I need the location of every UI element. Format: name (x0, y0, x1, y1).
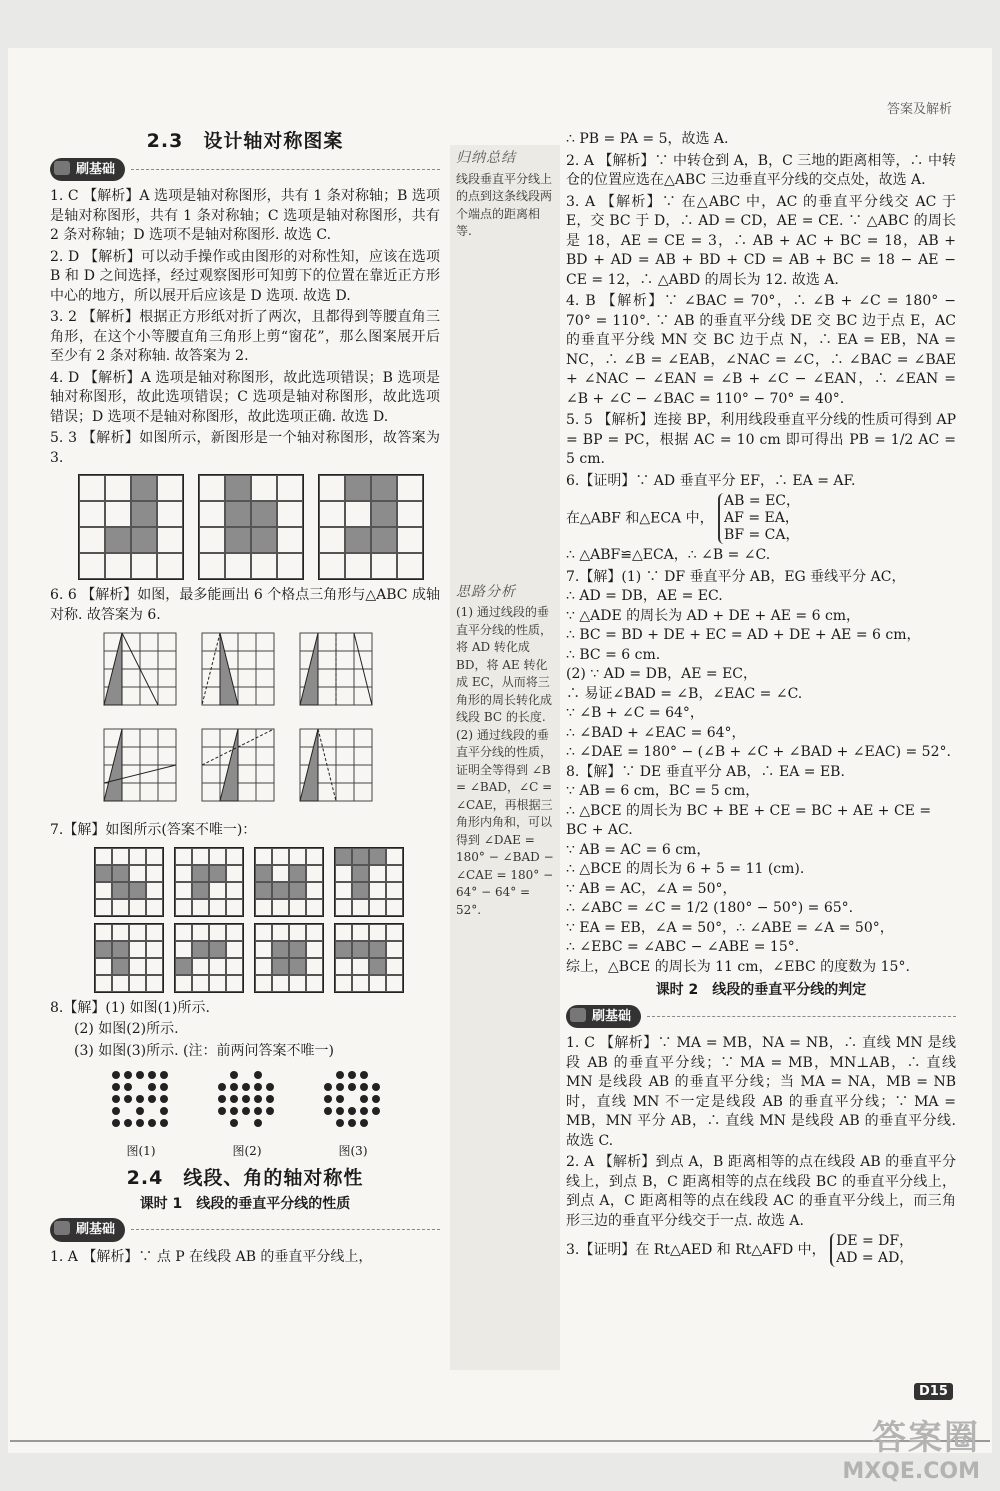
answer-item: 1. C 【解析】A 选项是轴对称图形，共有 1 条对称轴；B 选项是轴对称图形，共有 1 条对称轴；C 选项是轴对称图形，共有 2 条对称轴；D 选项不是轴对称图形. 故选 C. (50, 188, 440, 243)
grid-figure (94, 923, 164, 993)
answer-item: 2. D 【解析】可以动手操作或由图形的对称性知，应该在选项 B 和 D 之间选择，经过观察图形可知剪下的位置在靠近正方形中心的地方，所以展开后应该是 D 选项. 故选 D. (50, 248, 440, 304)
triangle-figures-row2 (100, 725, 440, 817)
answer-item: 1. C 【解析】∵ MA = MB，NA = NB，∴ 直线 MN 是线段 AB 的垂直平分线；∵ MA = MB，MN⊥AB，∴ 直线 MN 是线段 AB 的垂直平分线；当 MA = NA，MB = NB 时，直线 MN 不一定是线段 AB 的垂直平分线；∵ MA = MB，MN 平分 AB，∴ 直线 MN 是线段 AB 的垂直平分线. 故选 C. (566, 1035, 956, 1149)
answer-item: 3. A 【解析】∵ 在△ABC 中，AC 的垂直平分线交 AC 于 E，交 BC 于 D，∴ AD = CD，AE = CE. ∵ △ABC 的周长是 18，AE = CE = 3，∴ AB + AC + BC = 18，AB + BD + AD = AB + BD + CD = AB + BC = 18 − AE − CE = 12，∴ △ABD 的周长为 12. 故选 A. (566, 193, 956, 288)
grid-figure (78, 474, 184, 580)
dot-figure: 图(3) (320, 1067, 386, 1161)
page-number: D15 (914, 1383, 953, 1400)
answer-line: ∴ BC = BD + DE + EC = AD + DE + AE = 6 cm， (566, 627, 921, 643)
grid-figures-q7-row2 (94, 923, 440, 993)
triangle-figures-row1 (100, 629, 440, 721)
answer-item: 5. 5 【解析】连接 BP，利用线段垂直平分线的性质可得到 AP = BP = PC，根据 AC = 10 cm 即可得出 PB = 1/2 AC = 5 cm. (566, 412, 956, 467)
answer-item: 3. 2 【解析】根据正方形纸对折了两次，且都得到等腰直角三角形，在这个小等腰直角三角形上剪“窗花”，那么图案展开后至少有 2 条对称轴. 故答案为 2. (50, 309, 440, 364)
note-title: 归纳总结 (456, 150, 516, 166)
watermark-logo: 答案圈 MXQE.COM (842, 1418, 980, 1484)
answer-item: 2. A 【解析】到点 A，B 距离相等的点在线段 AB 的垂直平分线上，到点 B，C 距离相等的点在线段 BC 的垂直平分线上，到点 A，C 距离相等的点在线段 AC 的垂直平分线上，而三角形三边的垂直平分线交于一点. 故选 A. (566, 1154, 956, 1229)
answer-item: 7.【解】如图所示(答案不唯一)： (50, 822, 257, 838)
answer-line: 综上，△BCE 的周长为 11 cm，∠EBC 的度数为 15°. (566, 958, 910, 975)
answer-item: 8.【解】(1) 如图(1)所示. (50, 999, 210, 1016)
answer-item: 6. 6 【解析】如图，最多能画出 6 个格点三角形与△ABC 成轴对称. 故答案为 6. (50, 587, 440, 623)
answer-item: 2. A 【解析】∵ 中转仓到 A，B，C 三地的距离相等，∴ 中转仓的位置应选在△ABC 三边垂直平分线的交点处，故选 A. (566, 152, 956, 188)
badge-basics: 刷基础 (566, 1005, 956, 1029)
answer-line: ∴ △BCE 的周长为 BC + BE + CE = BC + AE + CE = BC + AC. (566, 802, 932, 838)
grid-figure (318, 474, 424, 580)
triangle-figure (100, 629, 180, 721)
badge-basics: 刷基础 (50, 158, 440, 182)
note-body: 线段垂直平分线上的点到这条线段两个端点的距离相等. (456, 171, 553, 238)
lesson-title: 课时 2 线段的垂直平分线的判定 (655, 982, 867, 998)
answer-line: ∵ ∠B + ∠C = 64°， (566, 705, 704, 721)
grid-figure (334, 923, 404, 993)
proof-block: 3.【证明】在 Rt△AED 和 Rt△AFD 中， DE = DF， AD = AD， (566, 1233, 914, 1266)
answer-line: ∵ △ADE 的周长为 AD + DE + AE = 6 cm， (566, 607, 861, 624)
answer-line: ∴ 易证∠BAD = ∠B，∠EAC = ∠C. (566, 685, 803, 702)
section-title-2-4: 2.4 线段、角的轴对称性 (126, 1167, 364, 1189)
triangle-figure (296, 629, 376, 721)
answer-item: 1. A 【解析】∵ 点 P 在线段 AB 的垂直平分线上， (50, 1248, 373, 1265)
answer-line: ∴ ∠BAD + ∠EAC = 64°， (566, 724, 746, 741)
answer-line: ∴ BC = 6 cm. (566, 646, 661, 663)
note-body: (1) 通过线段的垂直平分线的性质，将 AD 转化成 BD，将 AE 转化成 EC，从而将三角形的周长转化成线段 BC 的长度. (2) 通过线段的垂直平分线的性质，证明全等得到 ∠B = ∠BAD，∠C = ∠CAE，再根据三角形内角和，可以得到 ∠DAE = 180° − ∠BAD − ∠CAE = 180° − 64° − 64° = 52°. (456, 605, 554, 917)
answer-line: ∴ ∠DAE = 180° − (∠B + ∠C + ∠BAD + ∠EAC) = 52°. (566, 744, 951, 760)
triangle-figure (198, 629, 278, 721)
answer-line: ∵ EA = EB，∠A = 50°，∴ ∠ABE = ∠A = 50°， (566, 919, 894, 936)
grid-figure (334, 847, 404, 917)
answer-item: ∴ PB = PA = 5，故选 A. (566, 131, 729, 147)
answer-item: (2) 如图(2)所示. (74, 1021, 179, 1037)
answer-line: ∵ AB = AC = 6 cm， (566, 841, 711, 858)
left-column (50, 132, 440, 1269)
answer-line: ∴ ∠EBC = ∠ABC − ∠ABE = 15°. (566, 939, 800, 955)
grid-figure (198, 474, 304, 580)
answer-line: 8.【解】∵ DE 垂直平分 AB，∴ EA = EB. (566, 763, 845, 780)
answer-line: ∴ △BCE 的周长为 6 + 5 = 11 (cm). (566, 861, 805, 877)
section-title-2-3: 2.3 设计轴对称图案 (146, 130, 344, 152)
grid-figures-q5 (78, 474, 440, 580)
grid-figures-q7-row1 (94, 847, 440, 917)
header-tag: 答案及解析 (886, 102, 952, 117)
answer-line: (2) ∵ AD = DB，AE = EC， (566, 666, 758, 682)
answer-item: 4. D 【解析】A 选项是轴对称图形，故此选项错误；B 选项是轴对称图形，故此选项错误；C 选项是轴对称图形，故此选项错误；D 选项不是轴对称图形，故此选项正确. 故选 D. (50, 369, 440, 425)
answer-line: 7.【解】(1) ∵ DF 垂直平分 AB，EG 垂线平分 AC， (566, 568, 906, 585)
answer-item: (3) 如图(3)所示. (注：前两问答案不唯一) (74, 1042, 334, 1059)
grid-figure (94, 847, 164, 917)
answer-line: ∵ AB = 6 cm，BC = 5 cm， (566, 783, 760, 799)
congruence-block: 在△ABF 和△ECA 中， AB = EC， AF = EA， BF = CA， (566, 493, 801, 543)
answer-item: ∴ △ABF≌△ECA，∴ ∠B = ∠C. (566, 547, 771, 563)
dot-figures (108, 1067, 440, 1161)
brace-conditions: DE = DF， AD = AD， (830, 1233, 913, 1267)
grid-figure (254, 847, 324, 917)
right-column (566, 130, 956, 1269)
answer-line: ∵ AB = AC，∠A = 50°， (566, 880, 737, 897)
side-notes (450, 145, 560, 1370)
grid-figure (254, 923, 324, 993)
triangle-figure (198, 725, 278, 817)
dot-figure: 图(1) (108, 1067, 174, 1161)
answer-item: 6.【证明】∵ AD 垂直平分 EF，∴ EA = AF. (566, 472, 856, 489)
triangle-figure (100, 725, 180, 817)
grid-figure (174, 847, 244, 917)
badge-basics: 刷基础 (50, 1218, 440, 1242)
answer-line: ∴ AD = DB，AE = EC. (566, 588, 723, 604)
brace-conditions: AB = EC， AF = EA， BF = CA， (718, 493, 800, 544)
grid-figure (174, 923, 244, 993)
answer-item: 5. 3 【解析】如图所示，新图形是一个轴对称图形，故答案为 3. (50, 430, 440, 466)
lesson-title: 课时 1 线段的垂直平分线的性质 (139, 1195, 351, 1212)
answer-item: 4. B 【解析】∵ ∠BAC = 70°，∴ ∠B + ∠C = 180° − 70° = 110°. ∵ AB 的垂直平分线 DE 交 BC 边于点 E，AC 的垂直平分线 MN 交 BC 边于点 N，∴ EA = EB，NA = NC，∴ ∠B = ∠EAB，∠NAC = ∠C，∴ ∠BAC = ∠BAE + ∠NAC − ∠EAN = ∠B + ∠C − ∠EAN，∴ ∠EAN = ∠B + ∠C − ∠BAC = 110° − 70° = 40°. (566, 293, 956, 407)
triangle-figure (296, 725, 376, 817)
note-title: 思路分析 (456, 583, 516, 600)
answer-line: ∴ ∠ABC = ∠C = 1/2 (180° − 50°) = 65°. (566, 900, 854, 916)
dot-figure: 图(2) (214, 1067, 280, 1161)
